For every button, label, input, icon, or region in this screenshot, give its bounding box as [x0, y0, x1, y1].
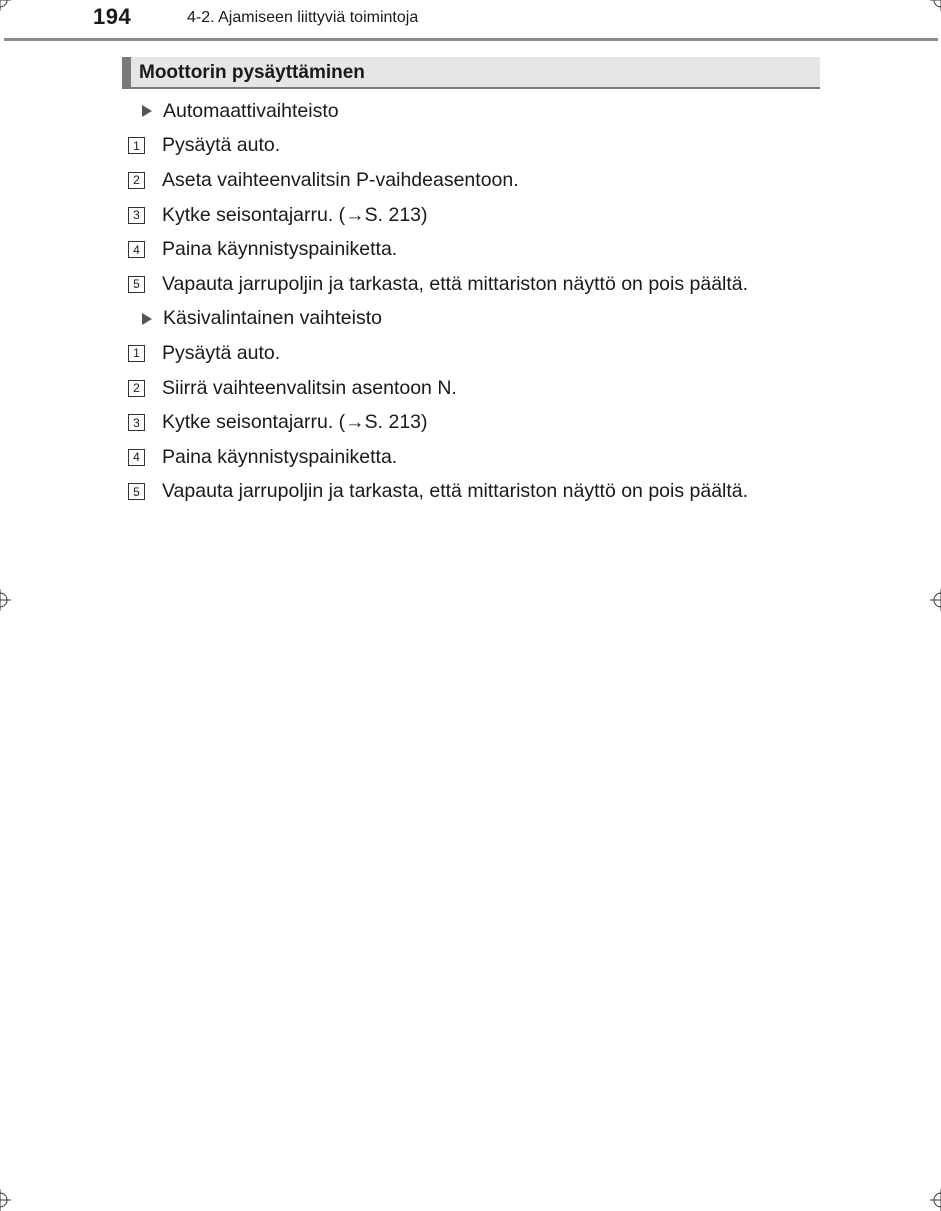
- triangle-bullet-icon: [142, 105, 152, 117]
- registration-mark-icon: [0, 1189, 11, 1211]
- step-number: 5: [128, 276, 145, 293]
- step-text: Siirrä vaihteenvalitsin asentoon N.: [162, 376, 457, 399]
- step-item: [128, 267, 848, 302]
- group-title-text: Käsivalintainen vaihteisto: [163, 307, 382, 330]
- step-number: 4: [128, 241, 145, 258]
- step-item: [128, 129, 848, 164]
- step-number: 5: [128, 483, 145, 500]
- registration-mark-icon: [930, 1189, 941, 1211]
- step-item: [128, 232, 848, 267]
- chapter-title: 4-2. Ajamiseen liittyviä toimintoja: [187, 9, 419, 26]
- section-heading-text: Moottorin pysäyttäminen: [139, 62, 365, 83]
- step-number: 3: [128, 414, 145, 431]
- step-text: Aseta vaihteenvalitsin P-vaihdeasentoon.: [162, 168, 519, 191]
- group-title: [128, 94, 848, 129]
- group-title: [128, 302, 848, 337]
- step-text: Kytke seisontajarru. (→S. 213): [162, 411, 428, 434]
- step-item: [128, 440, 848, 475]
- section-heading: [122, 57, 820, 89]
- step-text: Kytke seisontajarru. (→S. 213): [162, 203, 428, 226]
- step-text: Vapauta jarrupoljin ja tarkasta, että mittariston näyttö on pois päältä.: [162, 272, 749, 295]
- step-number: 4: [128, 449, 145, 466]
- step-number: 2: [128, 380, 145, 397]
- step-item: [128, 163, 848, 198]
- step-item: [128, 475, 848, 510]
- step-text: Paina käynnistyspainiketta.: [162, 238, 398, 261]
- step-text: Paina käynnistyspainiketta.: [162, 445, 398, 468]
- section-heading-bar: [122, 57, 131, 87]
- step-item: [128, 336, 848, 371]
- header-rule: [4, 38, 938, 41]
- step-item: [128, 198, 848, 233]
- step-item: [128, 405, 848, 440]
- registration-mark-icon: [0, 589, 11, 611]
- step-number: 1: [128, 345, 145, 362]
- step-text: Pysäytä auto.: [162, 134, 281, 157]
- group-title-text: Automaattivaihteisto: [163, 99, 339, 122]
- step-number: 1: [128, 137, 145, 154]
- step-text: Pysäytä auto.: [162, 341, 281, 364]
- registration-mark-icon: [930, 0, 941, 11]
- registration-mark-icon: [930, 589, 941, 611]
- registration-mark-icon: [0, 0, 11, 11]
- instructions: [128, 94, 848, 509]
- step-item: [128, 371, 848, 406]
- step-number: 2: [128, 172, 145, 189]
- step-text: Vapauta jarrupoljin ja tarkasta, että mittariston näyttö on pois päältä.: [162, 480, 749, 503]
- triangle-bullet-icon: [142, 313, 152, 325]
- page-number: 194: [93, 4, 132, 29]
- step-number: 3: [128, 207, 145, 224]
